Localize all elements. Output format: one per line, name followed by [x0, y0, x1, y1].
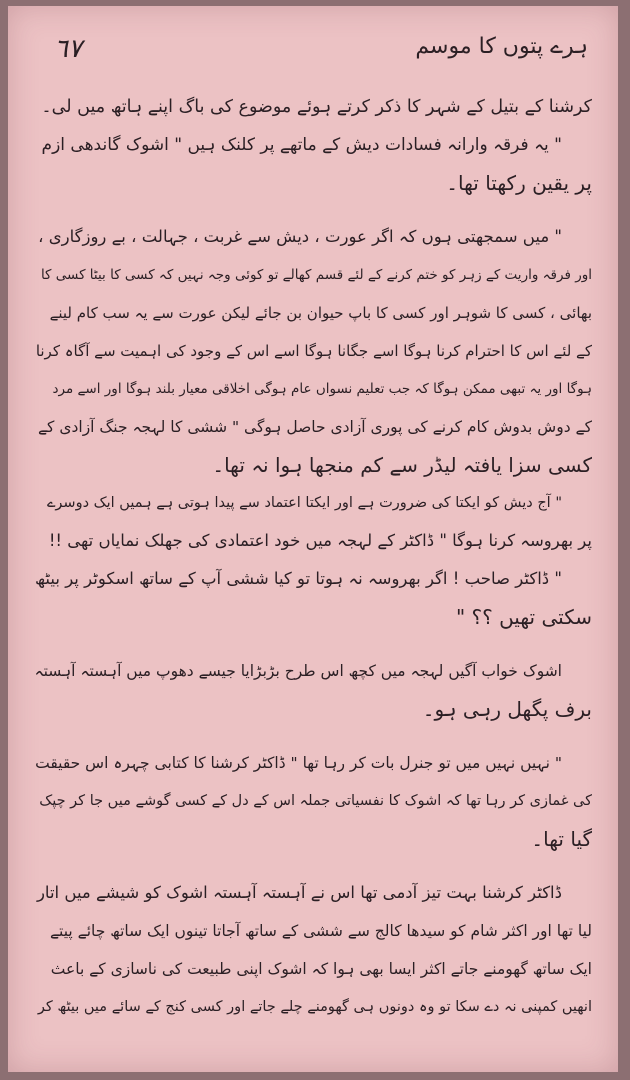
text-line: سکتی تھیں ؟؟ ": [455, 605, 592, 629]
page-header: [8, 28, 618, 68]
text-line: ہوگا اور یہ تبھی ممکن ہوگا کہ جب تعلیم نسواں عام ہوگی اخلاقی معیار بلند ہوگا اور اسے مرد: [52, 381, 592, 397]
text-line: گیا تھا۔: [531, 827, 592, 851]
text-line: " ڈاکٹر صاحب ! اگر بھروسہ نہ ہوتا تو کیا ششی آپ کے ساتھ اسکوٹر پر بیٹھ: [34, 569, 562, 588]
text-line: کے لئے اس کا احترام کرنا ہوگا اسے جگانا ہوگا اسے اس کے وجود کی اہمیت سے آگاہ کرنا: [35, 342, 592, 360]
text-line: اشوک خواب آگیں لہجہ میں کچھ اس طرح بڑبڑایا جیسے دھوپ میں آہستہ آہستہ: [34, 662, 562, 680]
text-line: انھیں کمپنی نہ دے سکا تو وہ دونوں ہی گھومنے چلے جاتے اور کسی کنج کے سائے میں بیٹھ کر: [37, 999, 592, 1015]
text-line: پر یقین رکھتا تھا۔: [446, 171, 592, 195]
text-line: کے دوش بدوش کام کرنے کی پوری آزادی حاصل ہوگی " ششی کا لہجہ جنگ آزادی کے: [37, 418, 592, 436]
text-line: بھائی ، کسی کا شوہر اور کسی کا باپ حیوان بن جائے لیکن عورت سے یہ سب کام لینے: [49, 304, 592, 322]
text-line: " آج دیش کو ایکتا کی ضرورت ہے اور ایکتا اعتماد سے پیدا ہوتی ہے ہمیں ایک دوسرے: [46, 495, 562, 511]
text-line: " میں سمجھتی ہوں کہ اگر عورت ، دیش سے غربت ، جہالت ، بے روزگاری ،: [38, 227, 562, 246]
text-line: پر بھروسہ کرنا ہوگا " ڈاکٹر کے لہجہ میں خود اعتمادی کی جھلک نمایاں تھی !!: [48, 531, 592, 550]
text-line: کرشنا کے بتیل کے شہر کا ذکر کرتے ہوئے موضوع کی باگ اپنے ہاتھ میں لی۔: [41, 97, 592, 117]
text-line: کسی سزا یافتہ لیڈر سے کم منجھا ہوا نہ تھا۔: [212, 453, 592, 477]
body-text: [34, 88, 592, 1056]
page-number: ٦٧: [54, 34, 82, 64]
text-line: ڈاکٹر کرشنا بہت تیز آدمی تھا اس نے آہستہ آہستہ اشوک کو شیشے میں اتار: [36, 883, 562, 902]
text-line: لیا تھا اور اکثر شام کو سیدھا کالج سے ششی کے ساتھ آجاتا تینوں ایک ساتھ چائے پیتے: [49, 922, 592, 940]
text-line: " نہیں نہیں میں تو جنرل بات کر رہا تھا " ڈاکٹر کرشنا کا کتابی چہرہ اس حقیقت: [35, 754, 562, 772]
text-line: کی غمازی کر رہا تھا کہ اشوک کا نفسیاتی جملہ اس کے دل کے کسی گوشے میں جا کر چپک: [39, 793, 592, 809]
text-line: برف پگھل رہی ہو۔: [422, 697, 592, 721]
book-page: [8, 6, 618, 1072]
running-title: ہرے پتوں کا موسم: [415, 34, 588, 59]
text-line: " یہ فرقہ وارانہ فسادات دیش کے ماتھے پر کلنک ہیں " اشوک گاندھی ازم: [41, 135, 562, 155]
text-line: اور فرقہ واریت کے زہر کو ختم کرنے کے لئے قسم کھالے تو کوئی وجہ نہیں کہ کسی کا بیٹا کسی کا: [40, 267, 592, 283]
text-line: ایک ساتھ گھومنے جاتے اکثر ایسا بھی ہوا کہ اشوک اپنی طبیعت کی ناسازی کے باعث: [50, 960, 592, 978]
